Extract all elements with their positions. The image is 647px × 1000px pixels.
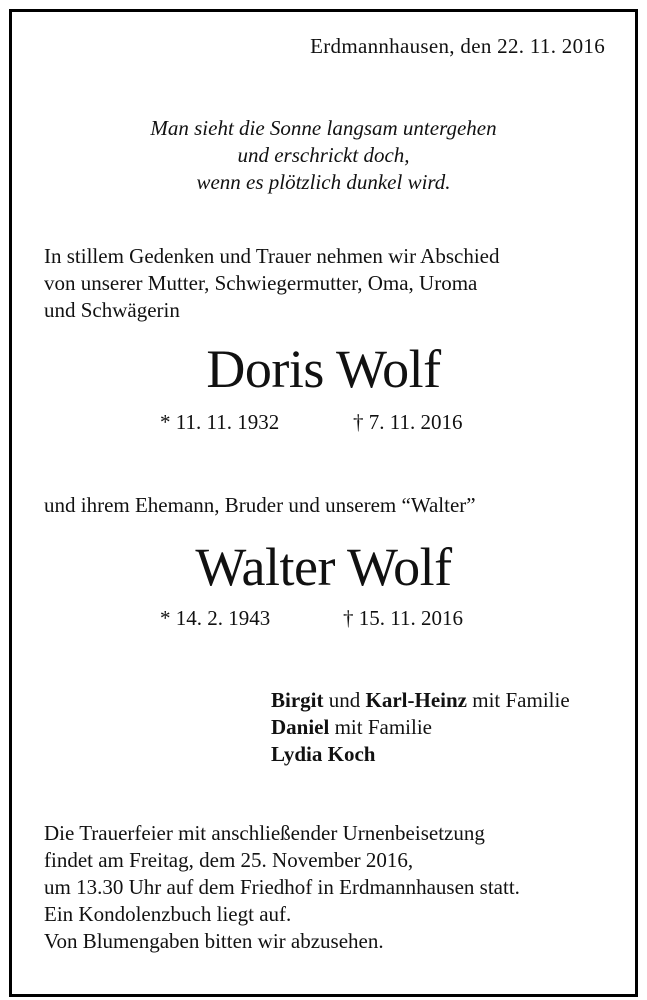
mourner-text: mit Familie (466, 688, 570, 712)
poem-line: und erschrickt doch, (237, 143, 410, 167)
deceased-name-1: Doris Wolf (206, 339, 441, 399)
life-dates-2 (160, 606, 463, 631)
mourner-line (271, 741, 570, 768)
closing-line: Von Blumengaben bitten wir abzusehen. (44, 929, 384, 953)
intro-line: von unserer Mutter, Schwiegermutter, Oma, Uroma (44, 271, 478, 295)
birth-date-2: * 14. 2. 1943 (160, 606, 271, 630)
closing-line: Die Trauerfeier mit anschließender Urnenbeisetzung (44, 821, 485, 845)
intro-text (44, 243, 500, 324)
mourner-text: mit Familie (329, 715, 433, 739)
closing-line: findet am Freitag, dem 25. November 2016, (44, 848, 414, 872)
closing-line: Ein Kondolenzbuch liegt auf. (44, 902, 292, 926)
deceased-name-2: Walter Wolf (195, 537, 452, 597)
mourner-name: Birgit (271, 688, 324, 712)
mourners-signature (271, 687, 570, 768)
mourner-name: Lydia Koch (271, 742, 376, 766)
mourner-name: Karl-Heinz (365, 688, 467, 712)
mourner-line (271, 714, 570, 741)
death-date-1: † 7. 11. 2016 (353, 410, 463, 434)
mourner-text: und (323, 688, 366, 712)
intro-line: In stillem Gedenken und Trauer nehmen wir Abschied (44, 244, 500, 268)
connector-text: und ihrem Ehemann, Bruder und unserem “Walter” (44, 493, 476, 517)
closing-text (44, 820, 520, 955)
birth-date-1: * 11. 11. 1932 (160, 410, 280, 434)
death-date-2: † 15. 11. 2016 (343, 606, 463, 630)
intro-line: und Schwägerin (44, 298, 180, 322)
mourner-line (271, 687, 570, 714)
poem (0, 115, 647, 196)
life-dates-1 (160, 410, 463, 435)
closing-line: um 13.30 Uhr auf dem Friedhof in Erdmannhausen statt. (44, 875, 520, 899)
mourner-name: Daniel (271, 715, 330, 739)
poem-line: Man sieht die Sonne langsam untergehen (150, 116, 497, 140)
place-date: Erdmannhausen, den 22. 11. 2016 (310, 34, 605, 58)
poem-line: wenn es plötzlich dunkel wird. (196, 170, 451, 194)
